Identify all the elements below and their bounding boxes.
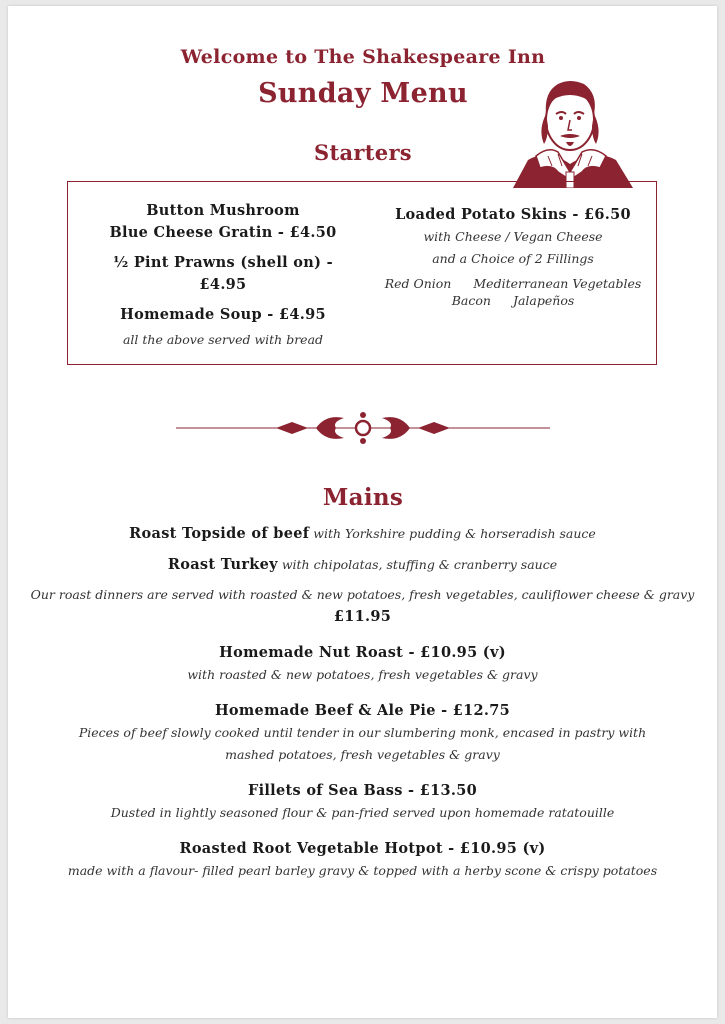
main-pie-desc-line1: Pieces of beef slowly cooked until tender in our slumbering monk, encased in pastry with — [78, 725, 647, 740]
welcome-heading: Welcome to The Shakespeare Inn — [180, 46, 546, 68]
menu-page — [8, 6, 717, 1018]
shakespeare-portrait-icon — [508, 68, 638, 188]
filling-item: Red Onion — [384, 276, 452, 291]
starter-prawns: ½ Pint Prawns (shell on) - £4.95 — [113, 254, 333, 293]
mains-section — [28, 522, 697, 882]
fillings-row-2 — [378, 293, 648, 308]
roast-note: Our roast dinners are served with roasted & new potatoes, fresh vegetables, cauliflower cheese & gravy — [30, 587, 695, 602]
starter-mushroom-title-line2: Blue Cheese Gratin - £4.50 — [109, 224, 337, 241]
main-nut-roast-desc: with roasted & new potatoes, fresh vegetables & gravy — [187, 667, 538, 682]
starters-right-column — [378, 204, 648, 308]
main-topside — [28, 522, 697, 545]
main-turkey — [28, 553, 697, 576]
fillings-row-1 — [378, 276, 648, 291]
ornamental-divider-icon — [176, 406, 550, 450]
starters-left-column — [88, 200, 358, 347]
main-sea-bass-desc: Dusted in lightly seasoned flour & pan-fried served upon homemade ratatouille — [110, 805, 615, 820]
main-hotpot-title: Roasted Root Vegetable Hotpot - £10.95 (v) — [179, 840, 546, 857]
filling-item: Mediterranean Vegetables — [473, 276, 642, 291]
main-hotpot-desc: made with a flavour- filled pearl barley gravy & topped with a herby scone & crispy potatoes — [67, 863, 658, 878]
starters-heading: Starters — [314, 140, 412, 165]
starter-soup: Homemade Soup - £4.95 — [120, 306, 326, 323]
filling-item: Bacon — [451, 293, 491, 308]
menu-title: Sunday Menu — [258, 78, 468, 109]
main-turkey-desc: with chipolatas, stuffing & cranberry sauce — [277, 557, 558, 572]
main-turkey-title: Roast Turkey — [167, 556, 278, 573]
starter-potato-skins-desc1: with Cheese / Vegan Cheese — [423, 229, 603, 244]
filling-item: Jalapeños — [512, 293, 575, 308]
main-topside-desc: with Yorkshire pudding & horseradish sauce — [309, 526, 596, 541]
starters-note: all the above served with bread — [122, 332, 324, 347]
main-sea-bass-title: Fillets of Sea Bass - £13.50 — [247, 782, 478, 799]
main-nut-roast-title: Homemade Nut Roast - £10.95 (v) — [219, 644, 506, 661]
starter-potato-skins-desc2: and a Choice of 2 Fillings — [432, 251, 594, 266]
starter-mushroom-title-line1: Button Mushroom — [146, 202, 300, 219]
starters-box — [67, 181, 657, 365]
main-pie-desc-line2: mashed potatoes, fresh vegetables & gravy — [225, 747, 500, 762]
main-pie-title: Homemade Beef & Ale Pie - £12.75 — [214, 702, 511, 719]
mains-heading: Mains — [322, 484, 404, 511]
main-topside-title: Roast Topside of beef — [129, 525, 310, 542]
starter-potato-skins-title: Loaded Potato Skins - £6.50 — [395, 206, 631, 223]
roast-price: £11.95 — [333, 608, 392, 625]
